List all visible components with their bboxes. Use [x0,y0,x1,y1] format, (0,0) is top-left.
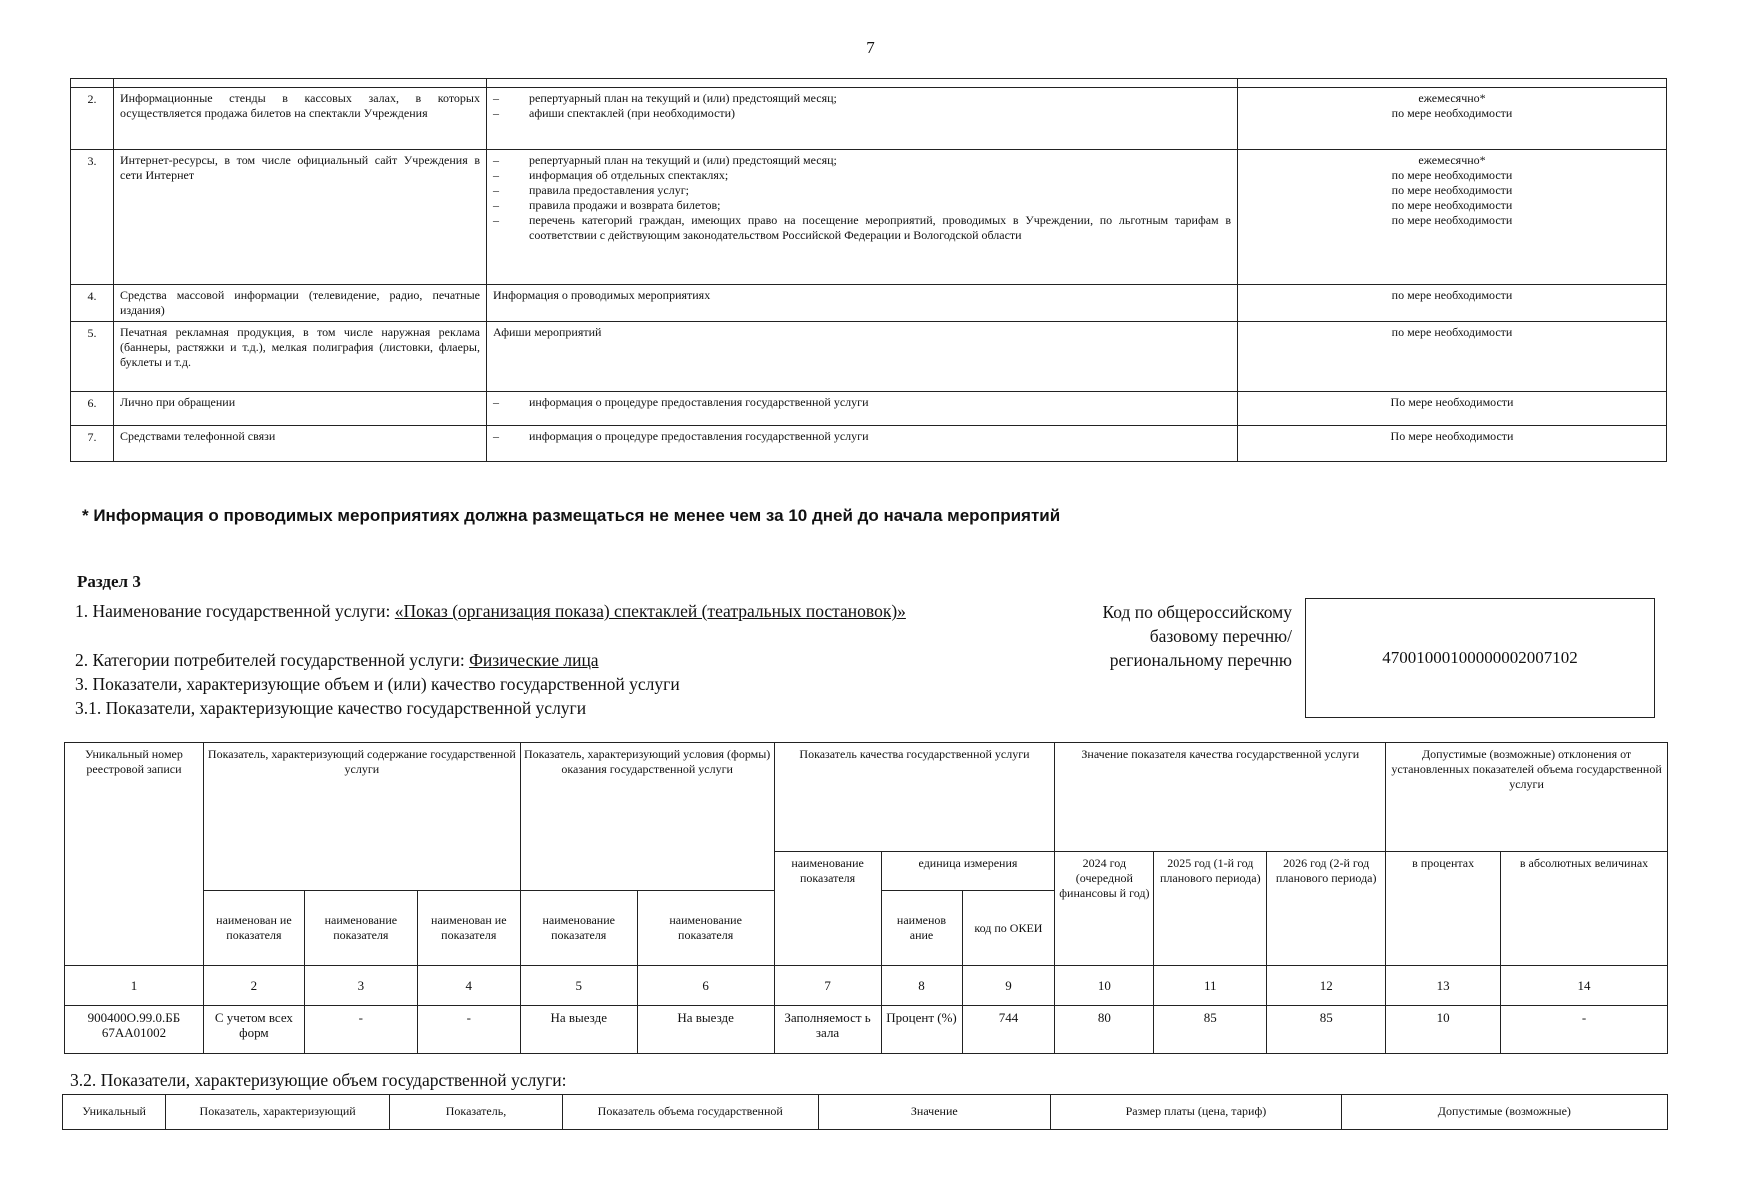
indicators-line: 3. Показатели, характеризующие объем и (или) качество государственной услуги [75,674,680,694]
registry-code-label: Код по общероссийскому базовому перечню/региональному перечню [1102,602,1292,670]
info-method: Интернет-ресурсы, в том числе официальный сайт Учреждения в сети Интернет [114,150,487,285]
header-year-2025: 2025 год (1-й год планового периода) [1154,852,1267,966]
frequency-line: по мере необходимости [1391,168,1513,182]
frequency-line: по мере необходимости [1391,106,1513,120]
dash-marker: – [493,429,499,443]
frequency-line: по мере необходимости [1391,183,1513,197]
row-number: 4. [71,285,114,322]
info-method: Информационные стенды в кассовых залах, в которых осуществляется продажа билетов на спектакли Учреждения [114,88,487,150]
table-row [71,392,1667,426]
registry-code-value: 47001000100000002007102 [1382,648,1578,667]
list-item [493,91,1231,106]
frequency-line: по мере необходимости [1391,288,1513,302]
list-item-text: правила предоставления услуг; [529,183,689,197]
info-content: Афиши мероприятий [487,322,1238,392]
volume-header-cell: Показатель, [390,1095,563,1130]
volume-header-cell: Показатель, характеризующий [166,1095,390,1130]
volume-header-cell: Допустимые (возможные) [1341,1095,1667,1130]
info-method: Лично при обращении [114,392,487,426]
volume-header-cell: Показатель объема государственной [562,1095,818,1130]
table-row [71,150,1667,285]
list-item [493,198,1231,213]
header-col4: наименован ие показателя [417,891,520,966]
header-unique-number: Уникальный номер реестровой записи [65,743,204,966]
table-row [71,322,1667,392]
header-percent: в процентах [1386,852,1501,966]
dash-marker: – [493,395,499,409]
table-cell: Заполняемост ь зала [774,1006,881,1054]
column-number-cell: 5 [520,966,637,1006]
table-cell: 85 [1267,1006,1386,1054]
header-indicator-name: наименование показателя [774,852,881,966]
list-item-text: афиши спектаклей (при необходимости) [529,106,736,120]
row-number: 7. [71,426,114,462]
dash-marker: – [493,198,499,212]
row-number: 3. [71,150,114,285]
dash-marker: – [493,183,499,197]
row-number: 2. [71,88,114,150]
volume-indicators-table [62,1094,1668,1130]
page-number: 7 [866,38,875,57]
table-cell: На выезде [637,1006,774,1054]
frequency-line: по мере необходимости [1391,198,1513,212]
info-content [487,150,1238,285]
info-content: Информация о проводимых мероприятиях [487,285,1238,322]
table-header-row [63,1095,1668,1130]
table-header-row [65,743,1668,852]
dash-marker: – [493,106,499,120]
list-item [493,168,1231,183]
consumers-value: Физические лица [469,650,599,670]
frequency-line: По мере необходимости [1390,395,1514,409]
frequency-line: по мере необходимости [1391,213,1513,227]
table-cell: 80 [1055,1006,1154,1054]
list-item [493,429,1231,444]
table-cell: - [417,1006,520,1054]
frequency-line: ежемесячно* [1418,91,1486,105]
table-cell: 85 [1154,1006,1267,1054]
row-number: 6. [71,392,114,426]
header-col5: наименование показателя [520,891,637,966]
list-item [493,153,1231,168]
column-number-cell: 3 [304,966,417,1006]
quality-indicators-table [64,742,1668,1054]
table-cell: Процент (%) [881,1006,962,1054]
table-cell: С учетом всех форм [203,1006,304,1054]
list-item [493,106,1231,121]
header-unit: единица измерения [881,852,1055,891]
list-item-text: информация о процедуре предоставления государственной услуги [529,395,869,409]
column-number-cell: 11 [1154,966,1267,1006]
table-row [65,1006,1668,1054]
info-frequency [1238,285,1667,322]
list-item-text: перечень категорий граждан, имеющих право на посещение мероприятий, проводимых в Учреждении, по льготным тарифам в соответствии с действующим законодательством Российской Федерации и Вологодской области [529,213,1231,242]
column-numbers-row [65,966,1668,1006]
frequency-line: ежемесячно* [1418,153,1486,167]
header-quality-value: Значение показателя качества государственной услуги [1055,743,1386,852]
table-cell: 744 [962,1006,1055,1054]
list-item-text: информация об отдельных спектаклях; [529,168,729,182]
dash-marker: – [493,168,499,182]
registry-code-box [1305,598,1655,718]
info-content [487,392,1238,426]
column-number-cell: 9 [962,966,1055,1006]
dash-marker: – [493,153,499,167]
info-method: Средствами телефонной связи [114,426,487,462]
frequency-line: По мере необходимости [1390,429,1514,443]
volume-header-cell: Уникальный [63,1095,166,1130]
list-item-text: правила продажи и возврата билетов; [529,198,721,212]
header-unit-name: наименов ание [881,891,962,966]
header-deviation: Допустимые (возможные) отклонения от установленных показателей объема государственной услуги [1386,743,1668,852]
volume-indicators-title: 3.2. Показатели, характеризующие объем государственной услуги: [70,1070,567,1090]
info-frequency [1238,150,1667,285]
column-number-cell: 8 [881,966,962,1006]
column-number-cell: 10 [1055,966,1154,1006]
volume-header-cell: Значение [818,1095,1051,1130]
info-frequency [1238,322,1667,392]
header-year-2026: 2026 год (2-й год планового периода) [1267,852,1386,966]
service-name-value: «Показ (организация показа) спектаклей (театральных постановок)» [394,601,906,621]
info-frequency [1238,426,1667,462]
list-item-text: репертуарный план на текущий и (или) предстоящий месяц; [529,153,837,167]
dash-marker: – [493,91,499,105]
volume-header-cell: Размер платы (цена, тариф) [1051,1095,1342,1130]
header-year-2024: 2024 год (очередной финансовы й год) [1055,852,1154,966]
service-name-label: 1. Наименование государственной услуги: [75,601,395,621]
table-header-row [71,79,1667,88]
info-method: Печатная рекламная продукция, в том числе наружная реклама (баннеры, растяжки и т.д.), мелкая полиграфия (листовки, флаеры, буклеты и т.д. [114,322,487,392]
column-number-cell: 13 [1386,966,1501,1006]
header-okei: код по ОКЕИ [962,891,1055,966]
service-name-line [75,600,1045,623]
section-title: Раздел 3 [77,572,141,591]
column-number-cell: 14 [1501,966,1668,1006]
footnote: * Информация о проводимых мероприятиях должна размещаться не менее чем за 10 дней до начала мероприятий [82,506,1061,525]
header-col3: наименование показателя [304,891,417,966]
dash-marker: – [493,213,499,227]
column-number-cell: 4 [417,966,520,1006]
column-number-cell: 6 [637,966,774,1006]
table-cell: На выезде [520,1006,637,1054]
info-content [487,88,1238,150]
table-row [71,426,1667,462]
header-content-indicator: Показатель, характеризующий содержание государственной услуги [203,743,520,891]
list-item [493,183,1231,198]
consumers-label: 2. Категории потребителей государственной услуги: [75,650,470,670]
table-cell: 900400О.99.0.ББ 67АА01002 [65,1006,204,1054]
column-number-cell: 1 [65,966,204,1006]
info-table-body [71,88,1667,462]
table-cell: - [304,1006,417,1054]
row-number: 5. [71,322,114,392]
table-cell: - [1501,1006,1668,1054]
table-row [71,285,1667,322]
column-number-cell: 7 [774,966,881,1006]
info-frequency [1238,88,1667,150]
column-number-cell: 12 [1267,966,1386,1006]
consumers-line [75,650,599,671]
frequency-line: по мере необходимости [1391,325,1513,339]
table-cell: 10 [1386,1006,1501,1054]
info-channels-table [70,78,1667,462]
list-item-text: информация о процедуре предоставления государственной услуги [529,429,869,443]
list-item [493,213,1231,243]
info-frequency [1238,392,1667,426]
quality-indicators-line: 3.1. Показатели, характеризующие качество государственной услуги [75,698,587,718]
header-col6: наименование показателя [637,891,774,966]
column-number-cell: 2 [203,966,304,1006]
info-method: Средства массовой информации (телевидение, радио, печатные издания) [114,285,487,322]
list-item [493,395,1231,410]
table-row [71,88,1667,150]
header-quality-indicator: Показатель качества государственной услуги [774,743,1055,852]
list-item-text: репертуарный план на текущий и (или) предстоящий месяц; [529,91,837,105]
header-col2: наименован ие показателя [203,891,304,966]
header-absolute: в абсолютных величинах [1501,852,1668,966]
header-conditions-indicator: Показатель, характеризующий условия (формы) оказания государственной услуги [520,743,774,891]
info-content [487,426,1238,462]
